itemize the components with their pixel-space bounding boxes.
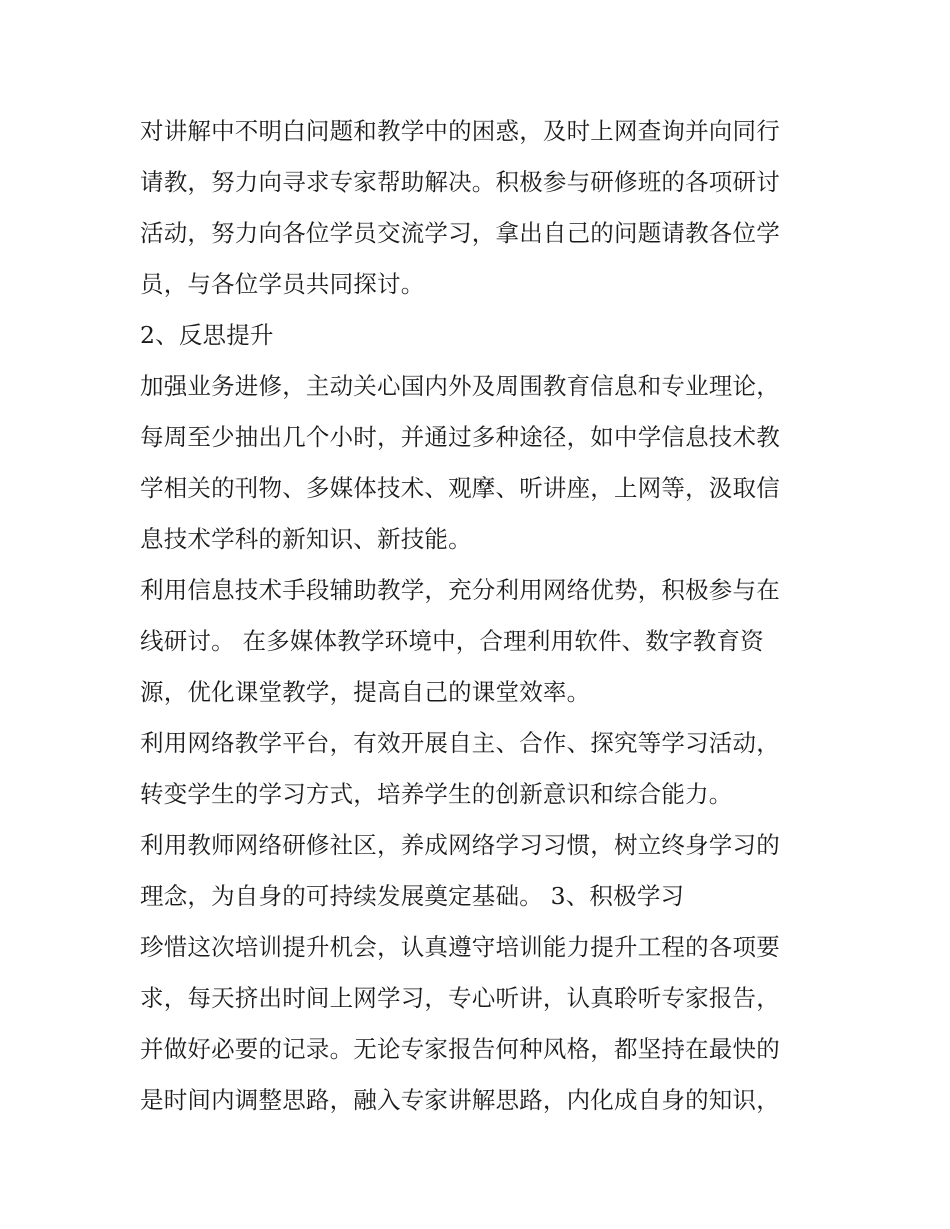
text-line: 求，每天挤出时间上网学习，专心听讲，认真聆听专家报告，: [140, 984, 780, 1012]
text-line: 对讲解中不明白问题和教学中的困惑，及时上网查询并向同行: [140, 117, 780, 145]
text-line: 源，优化课堂教学，提高自己的课堂效率。: [140, 678, 591, 706]
text-line: 利用信息技术手段辅助教学，充分利用网络优势，积极参与在: [140, 576, 780, 604]
body-text: [140, 106, 820, 1126]
text-line: 息技术学科的新知识、新技能。: [140, 525, 472, 553]
text-line: 学相关的刊物、多媒体技术、观摩、听讲座，上网等，汲取信: [140, 474, 780, 502]
text-line: 转变学生的学习方式，培养学生的创新意识和综合能力。: [140, 780, 733, 808]
text-line: 线研讨。 在多媒体教学环境中，合理利用软件、数字教育资: [140, 627, 764, 655]
text-line: 每周至少抽出几个小时，并通过多种途径，如中学信息技术教: [140, 423, 780, 451]
text-line: 利用网络教学平台，有效开展自主、合作、探究等学习活动，: [140, 729, 780, 757]
text-line: 加强业务进修，主动关心国内外及周围教育信息和专业理论，: [140, 372, 780, 400]
section-heading: 2、反思提升: [140, 321, 274, 349]
text-line: 员，与各位学员共同探讨。: [140, 270, 425, 298]
text-line: 利用教师网络研修社区，养成网络学习习惯，树立终身学习的: [140, 831, 780, 859]
text-line: 请教，努力向寻求专家帮助解决。积极参与研修班的各项研讨: [140, 168, 780, 196]
text-line: 是时间内调整思路，融入专家讲解思路，内化成自身的知识，: [140, 1086, 780, 1114]
text-line: 理念，为自身的可持续发展奠定基础。 3、积极学习: [140, 882, 685, 910]
text-line: 活动，努力向各位学员交流学习，拿出自己的问题请教各位学: [140, 219, 780, 247]
text-line: 珍惜这次培训提升机会，认真遵守培训能力提升工程的各项要: [140, 933, 780, 961]
text-line: 并做好必要的记录。无论专家报告何种风格，都坚持在最快的: [140, 1035, 780, 1063]
